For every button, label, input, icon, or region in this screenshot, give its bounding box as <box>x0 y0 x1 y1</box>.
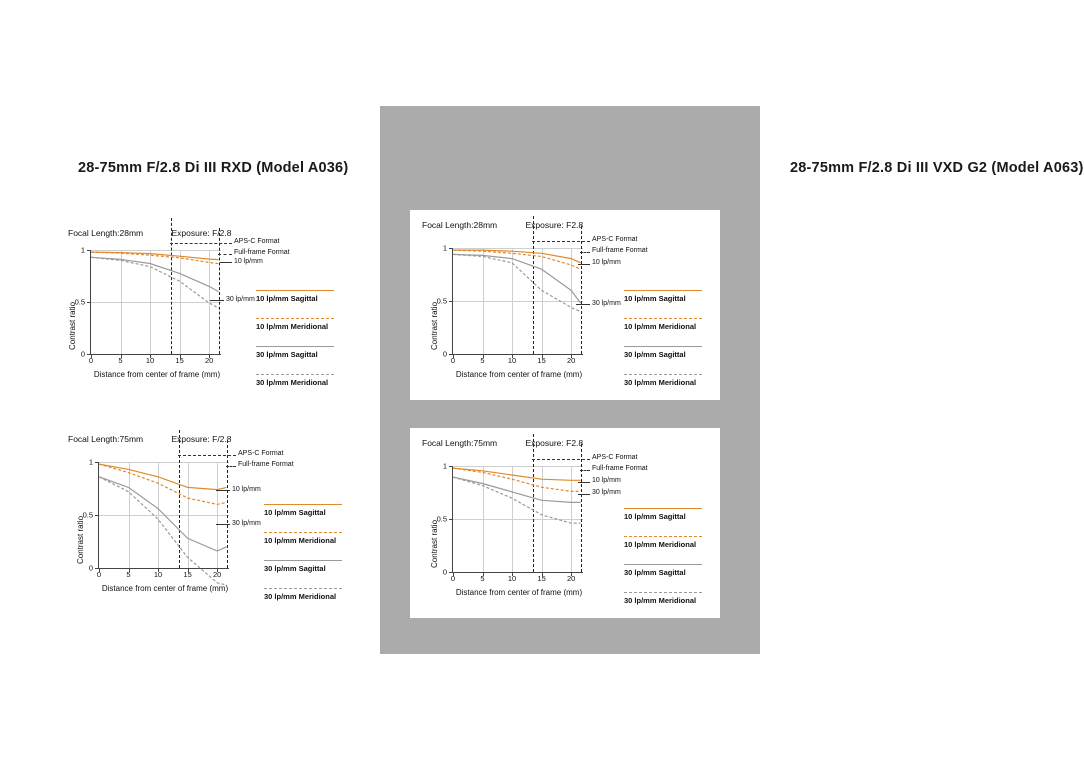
y-axis-title: Contrast ratio <box>430 301 439 350</box>
focal-length-label: Focal Length:75mm <box>68 434 144 444</box>
chart-card-a063-28mm <box>410 210 720 400</box>
legend-rule-30-meridional <box>264 588 342 589</box>
full-frame-label: Full-frame Format <box>592 465 648 472</box>
chart-header-a063-28mm <box>422 220 583 230</box>
x-tick-label: 15 <box>183 570 192 579</box>
y-tick-label: 0 <box>80 349 85 359</box>
y-tick <box>95 568 99 569</box>
aps-c-label: APS-C Format <box>234 238 280 245</box>
legend-rule-10-sagittal <box>264 504 342 505</box>
legend-rule-30-meridional <box>624 592 702 593</box>
x-tick-label: 20 <box>567 356 576 365</box>
y-axis-title: Contrast ratio <box>68 301 77 350</box>
exposure-label: Exposure: F2.8 <box>525 220 584 230</box>
y-tick <box>449 354 453 355</box>
plot-area-a036-75mm <box>82 457 229 579</box>
lp30-label: 30 lp/mm <box>592 300 621 307</box>
lp30-label: 30 lp/mm <box>232 520 261 527</box>
y-tick-label: 1 <box>88 457 93 467</box>
column-title-a063: 28-75mm F/2.8 Di III VXD G2 (Model A063) <box>790 160 1084 176</box>
legend-label-10-meridional: 10 lp/mm Meridional <box>624 540 697 549</box>
x-tick-label: 10 <box>507 574 517 583</box>
y-tick-label: 1 <box>442 461 447 471</box>
y-axis-title: Contrast ratio <box>76 515 85 564</box>
lp10-label: 10 lp/mm <box>234 258 263 265</box>
lp10-callout-line <box>578 264 590 265</box>
chart-card-a036-28mm <box>60 218 350 398</box>
legend-rule-30-sagittal <box>624 564 702 565</box>
y-tick <box>449 572 453 573</box>
lp30-callout-line <box>576 304 590 305</box>
legend-rule-10-meridional <box>624 318 702 319</box>
x-tick-label: 5 <box>126 570 131 579</box>
x-tick-label: 15 <box>537 356 546 365</box>
x-axis-title: Distance from center of frame (mm) <box>101 584 229 593</box>
legend-rule-30-sagittal <box>624 346 702 347</box>
x-tick-label: 0 <box>450 574 456 583</box>
legend-label-30-sagittal: 30 lp/mm Sagittal <box>624 568 686 577</box>
y-axis-title: Contrast ratio <box>430 519 439 568</box>
lp30-label: 30 lp/mm <box>592 489 621 496</box>
legend-rule-10-meridional <box>264 532 342 533</box>
legend-label-10-meridional: 10 lp/mm Meridional <box>624 322 697 331</box>
lp10-callout-line <box>578 482 590 483</box>
plot-area-a063-75mm <box>436 461 583 583</box>
lp30-callout-line <box>210 300 224 301</box>
mtf-curves <box>453 248 583 354</box>
x-tick-label: 10 <box>507 356 517 365</box>
lp30-callout-line <box>578 494 590 495</box>
y-tick-label: 0 <box>442 349 447 359</box>
y-tick-label: 0 <box>88 563 93 573</box>
legend-rule-30-meridional <box>256 374 334 375</box>
column-a063 <box>380 0 1084 760</box>
legend-label-10-sagittal: 10 lp/mm Sagittal <box>256 294 318 303</box>
x-tick-label: 5 <box>118 356 123 365</box>
legend-label-30-meridional: 30 lp/mm Meridional <box>624 378 697 387</box>
legend-label-30-meridional: 30 lp/mm Meridional <box>624 596 697 605</box>
lp30-label: 30 lp/mm <box>226 296 255 303</box>
x-tick-label: 20 <box>567 574 576 583</box>
column-a036 <box>0 0 380 760</box>
legend-label-30-sagittal: 30 lp/mm Sagittal <box>264 564 326 573</box>
aps-c-label: APS-C Format <box>592 454 638 461</box>
full-frame-callout-line <box>226 466 236 467</box>
legend-label-30-sagittal: 30 lp/mm Sagittal <box>256 350 318 359</box>
y-tick-label: 1 <box>80 245 85 255</box>
legend-label-10-sagittal: 10 lp/mm Sagittal <box>624 294 686 303</box>
y-tick-label: 0.5 <box>436 514 447 524</box>
x-tick-label: 0 <box>450 356 456 365</box>
x-tick-label: 5 <box>480 356 485 365</box>
chart-card-a036-75mm <box>60 424 350 614</box>
chart-header-a036-75mm <box>68 434 232 444</box>
aps-c-callout-line <box>178 455 236 456</box>
plot-area-a063-28mm <box>436 243 583 365</box>
mtf-curves <box>453 466 583 572</box>
aps-c-label: APS-C Format <box>592 236 638 243</box>
x-tick-label: 0 <box>96 570 102 579</box>
lp10-label: 10 lp/mm <box>232 486 261 493</box>
y-tick-label: 0.5 <box>82 510 93 520</box>
legend-rule-10-meridional <box>256 318 334 319</box>
legend-label-30-meridional: 30 lp/mm Meridional <box>264 592 337 601</box>
x-tick-label: 10 <box>153 570 163 579</box>
x-tick-label: 10 <box>145 356 155 365</box>
y-tick-label: 0 <box>442 567 447 577</box>
legend-rule-30-meridional <box>624 374 702 375</box>
lp30-callout-line <box>216 524 230 525</box>
plot-area-a036-28mm <box>74 245 221 365</box>
mtf-curves <box>91 250 221 354</box>
column-title-a036: 28-75mm F/2.8 Di III RXD (Model A036) <box>78 160 349 176</box>
aps-c-label: APS-C Format <box>238 450 284 457</box>
chart-header-a036-28mm <box>68 228 232 238</box>
x-tick-label: 15 <box>537 574 546 583</box>
full-frame-label: Full-frame Format <box>238 461 294 468</box>
lp10-callout-line <box>216 490 230 491</box>
focal-length-label: Focal Length:75mm <box>422 438 498 448</box>
legend-rule-10-sagittal <box>624 508 702 509</box>
full-frame-callout-line <box>580 252 590 253</box>
legend-label-10-sagittal: 10 lp/mm Sagittal <box>624 512 686 521</box>
legend-label-10-sagittal: 10 lp/mm Sagittal <box>264 508 326 517</box>
legend-rule-30-sagittal <box>256 346 334 347</box>
mtf-curves <box>99 462 229 568</box>
x-tick-label: 20 <box>213 570 222 579</box>
chart-header-a063-75mm <box>422 438 583 448</box>
x-axis-title: Distance from center of frame (mm) <box>455 370 583 379</box>
legend-label-30-meridional: 30 lp/mm Meridional <box>256 378 329 387</box>
aps-c-callout-line <box>532 459 590 460</box>
x-tick-label: 5 <box>480 574 485 583</box>
lp10-callout-line <box>220 262 232 263</box>
legend-rule-10-sagittal <box>624 290 702 291</box>
legend-rule-10-meridional <box>624 536 702 537</box>
chart-card-a063-75mm <box>410 428 720 618</box>
full-frame-label: Full-frame Format <box>592 247 648 254</box>
exposure-label: Exposure: F2.8 <box>525 438 584 448</box>
x-tick-label: 0 <box>88 356 94 365</box>
focal-length-label: Focal Length:28mm <box>422 220 498 230</box>
full-frame-callout-line <box>580 470 590 471</box>
aps-c-callout-line <box>170 243 232 244</box>
aps-c-callout-line <box>532 241 590 242</box>
y-tick-label: 0.5 <box>436 296 447 306</box>
focal-length-label: Focal Length:28mm <box>68 228 144 238</box>
full-frame-callout-line <box>218 254 232 255</box>
full-frame-label: Full-frame Format <box>234 249 290 256</box>
exposure-label: Exposure: F/2.8 <box>171 434 232 444</box>
legend-label-10-meridional: 10 lp/mm Meridional <box>264 536 337 545</box>
exposure-label: Exposure: F/2.8 <box>171 228 232 238</box>
lp10-label: 10 lp/mm <box>592 477 621 484</box>
legend-label-10-meridional: 10 lp/mm Meridional <box>256 322 329 331</box>
legend-rule-30-sagittal <box>264 560 342 561</box>
y-tick-label: 1 <box>442 243 447 253</box>
x-tick-label: 15 <box>175 356 184 365</box>
x-axis-title: Distance from center of frame (mm) <box>455 588 583 597</box>
x-axis-title: Distance from center of frame (mm) <box>93 370 221 379</box>
y-tick-label: 0.5 <box>74 297 85 307</box>
legend-label-30-sagittal: 30 lp/mm Sagittal <box>624 350 686 359</box>
lp10-label: 10 lp/mm <box>592 259 621 266</box>
y-tick <box>87 354 91 355</box>
x-tick-label: 20 <box>205 356 214 365</box>
legend-rule-10-sagittal <box>256 290 334 291</box>
